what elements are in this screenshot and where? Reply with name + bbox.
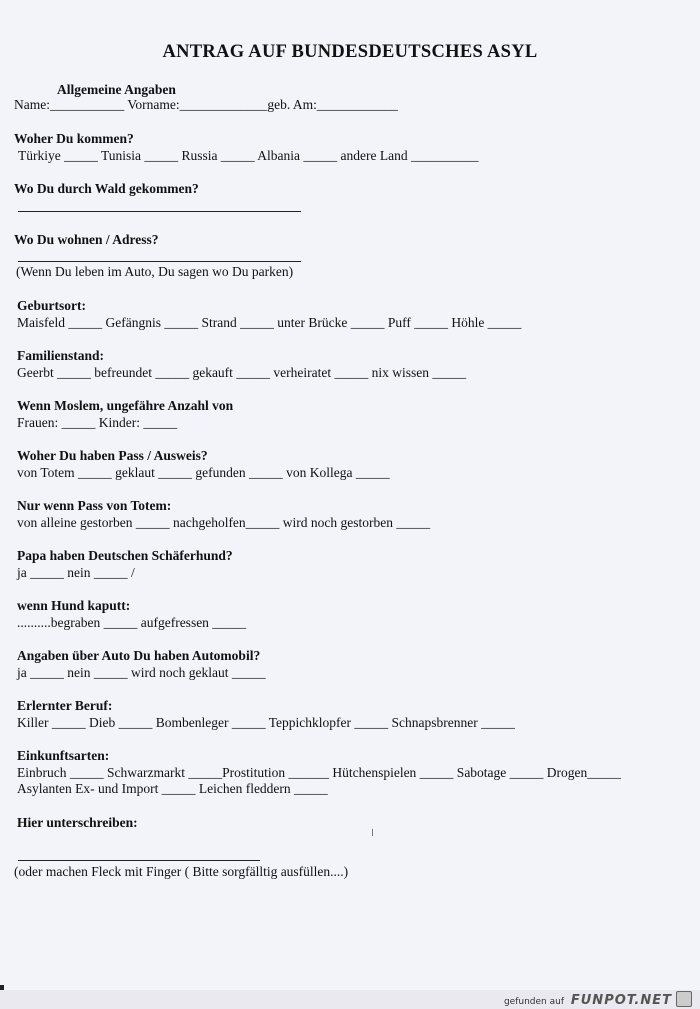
totem-heading: Nur wenn Pass von Totem: (17, 498, 172, 513)
address-answer-line (18, 261, 301, 262)
dog-dead-options: ..........begraben _____ aufgefressen _____ (17, 615, 247, 630)
birthplace-heading: Geburtsort: (17, 298, 86, 313)
muslim-fields: Frauen: _____ Kinder: _____ (17, 415, 178, 430)
signature-heading: Hier unterschreiben: (17, 815, 138, 830)
passport-options: von Totem _____ geklaut _____ gefunden _____ von Kollega _____ (17, 465, 390, 480)
footer-site-logo: FUNPOT.NET (570, 993, 672, 1008)
car-options: ja _____ nein _____ wird noch geklaut _____ (17, 665, 266, 680)
forest-answer-line (18, 211, 301, 212)
marital-heading: Familienstand: (17, 348, 105, 363)
profession-heading: Erlernter Beruf: (17, 698, 113, 713)
dog-heading: Papa haben Deutschen Schäferhund? (17, 548, 233, 563)
dog-options: ja _____ nein _____ / (17, 565, 135, 580)
profession-options: Killer _____ Dieb _____ Bombenleger _____ Teppichklopfer _____ Schnapsbrenner _____ (17, 715, 515, 730)
site-logo-icon (676, 991, 692, 1007)
marital-options: Geerbt _____ befreundet _____ gekauft _____ verheiratet _____ nix wissen _____ (17, 365, 467, 380)
totem-options: von alleine gestorben _____ nachgeholfen_____ wird noch gestorben _____ (17, 515, 431, 530)
signature-line (18, 860, 260, 861)
scan-mark (0, 985, 4, 990)
income-options-cont: Asylanten Ex- und Import _____ Leichen fleddern _____ (17, 781, 328, 796)
origin-heading: Woher Du kommen? (14, 131, 134, 146)
form-title: ANTRAG AUF BUNDESDEUTSCHES ASYL (162, 42, 538, 62)
dog-dead-heading: wenn Hund kaputt: (17, 598, 131, 613)
paper-speck (372, 829, 373, 836)
forest-heading: Wo Du durch Wald gekommen? (14, 181, 199, 196)
muslim-heading: Wenn Moslem, ungefähre Anzahl von (17, 398, 234, 413)
birthplace-options: Maisfeld _____ Gefängnis _____ Strand _____ unter Brücke _____ Puff _____ Höhle _____ (17, 315, 522, 330)
general-fields: Name:___________ Vorname:_____________geb. Am:____________ (14, 97, 398, 112)
general-heading: Allgemeine Angaben (57, 82, 176, 97)
signature-note: (oder machen Fleck mit Finger ( Bitte sorgfälltig ausfüllen....) (14, 864, 349, 879)
income-heading: Einkunftsarten: (17, 748, 110, 763)
footer-credit (504, 993, 672, 1008)
passport-heading: Woher Du haben Pass / Ausweis? (17, 448, 208, 463)
origin-options: Türkiye _____ Tunisia _____ Russia _____ Albania _____ andere Land __________ (18, 148, 479, 163)
address-note: (Wenn Du leben im Auto, Du sagen wo Du parken) (16, 264, 294, 279)
footer-prefix: gefunden auf (503, 997, 564, 1007)
car-heading: Angaben über Auto Du haben Automobil? (17, 648, 261, 663)
address-heading: Wo Du wohnen / Adress? (14, 232, 159, 247)
income-options: Einbruch _____ Schwarzmarkt _____Prostitution ______ Hütchenspielen _____ Sabotage _____ Drogen_____ (17, 765, 622, 780)
